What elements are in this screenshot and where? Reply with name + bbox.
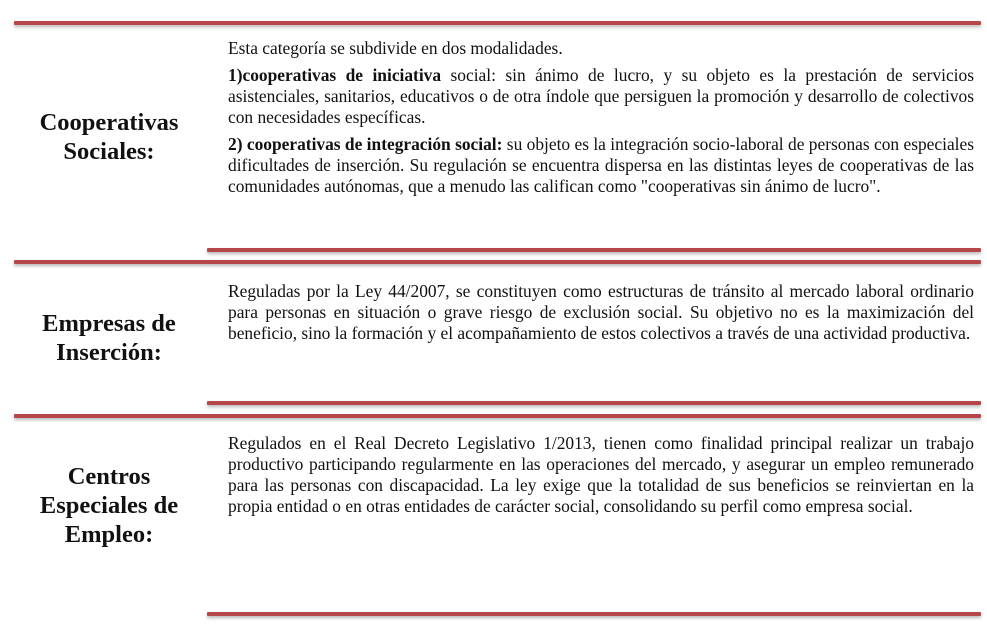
section-divider [14, 414, 981, 418]
item-text: social: sin ánimo de lucro, y su objeto es la prestación de servicios asistenciales, sanitarios, educativos o de otra índole que persiguen la promoción y desarrollo de colectivos con necesidades específicas. [228, 65, 974, 127]
section-divider-short [207, 401, 981, 405]
section-title-centros-especiales-de-empleo [14, 462, 204, 549]
section-title-line: Centros [67, 463, 151, 490]
body-paragraph: Reguladas por la Ley 44/2007, se constituyen como estructuras de tránsito al mercado laboral ordinario para personas en situación o grave riesgo de exclusión social. Su objetivo no es la maximización del beneficio, sino la formación y el acompañamiento de estos colectivos a través de una actividad productiva. [228, 281, 974, 343]
section-title-cooperativas-sociales [14, 108, 204, 166]
item-heading: 2) cooperativas de integración social: [228, 134, 503, 154]
section-title-line: Empresas de [42, 310, 176, 337]
item-heading: 1)cooperativas de iniciativa [228, 65, 442, 85]
section-title-line: Sociales: [63, 138, 155, 165]
section-divider-top [14, 21, 981, 25]
section-title-line: Empleo: [64, 521, 154, 548]
item-paragraph-1 [228, 65, 974, 128]
section-divider-short [207, 248, 981, 252]
section-title-line: Cooperativas [39, 109, 179, 136]
section-title-empresas-de-insercion [14, 309, 204, 367]
section-title-line: Especiales de [39, 492, 179, 519]
section-divider-short [207, 612, 981, 616]
section-title-line: Inserción: [56, 339, 162, 366]
item-paragraph-2 [228, 134, 974, 197]
section-body-cooperativas-sociales [228, 38, 974, 203]
item-text: su objeto es la integración socio-laboral de personas con especiales dificultades de inserción. Su regulación se encuentra dispersa en las distintas leyes de cooperativas de las comunidades autónomas, que a menudo las califican como "cooperativas sin ánimo de lucro". [228, 134, 974, 196]
intro-paragraph: Esta categoría se subdivide en dos modalidades. [228, 38, 563, 58]
body-paragraph: Regulados en el Real Decreto Legislativo 1/2013, tienen como finalidad principal realizar un trabajo productivo participando regularmente en las operaciones del mercado, y asegurar un empleo remunerado para las personas con discapacidad. La ley exige que la totalidad de sus beneficios se reinviertan en la propia entidad o en otras entidades de carácter social, consolidando su perfil como empresa social. [228, 433, 974, 516]
section-body-centros-especiales-de-empleo [228, 433, 974, 523]
section-divider [14, 260, 981, 264]
section-body-empresas-de-insercion [228, 281, 974, 350]
